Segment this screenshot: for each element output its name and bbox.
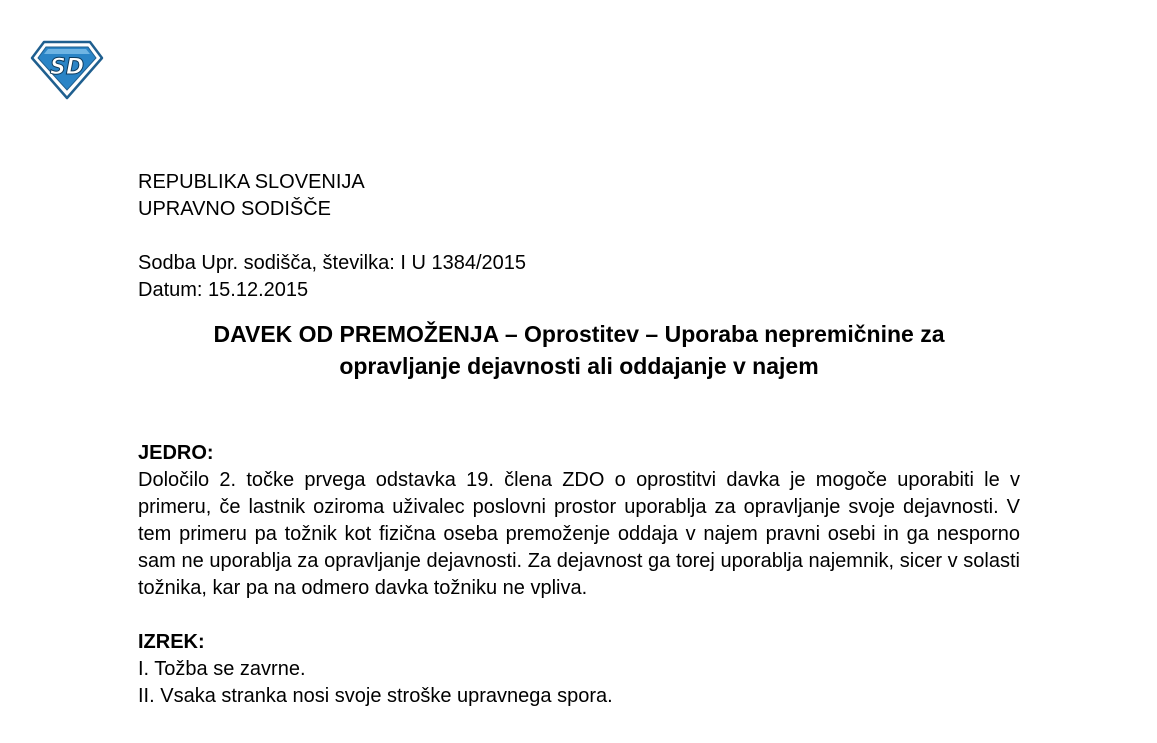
country-name: REPUBLIKA SLOVENIJA bbox=[138, 171, 365, 193]
izrek-title: IZREK: bbox=[138, 631, 205, 653]
case-info bbox=[138, 250, 1020, 304]
izrek-section bbox=[138, 629, 1020, 710]
izrek-item-2: II. Vsaka stranka nosi svoje stroške upravnega spora. bbox=[138, 685, 613, 707]
headline-line-2: opravljanje dejavnosti ali oddajanje v najem bbox=[339, 353, 819, 379]
jedro-title: JEDRO: bbox=[138, 442, 214, 464]
headline-line-1: DAVEK OD PREMOŽENJA – Oprostitev – Uporaba nepremičnine za bbox=[213, 321, 945, 347]
court-name: UPRAVNO SODIŠČE bbox=[138, 198, 331, 220]
document-body bbox=[138, 169, 1020, 710]
case-date: Datum: 15.12.2015 bbox=[138, 279, 309, 301]
jedro-text: Določilo 2. točke prvega odstavka 19. člena ZDO o oprostitvi davka je mogoče uporabiti le v primeru, če lastnik oziroma uživalec poslovni prostor uporablja za opravljanje svoje dejavnosti. V tem primeru pa tožnik kot fizična oseba premoženje oddaja v najem pravni osebi in ga nesporno sam ne uporablja za opravljanje dejavnosti. Za dejavnost ga torej uporablja najemnik, sicer v solasti tožnika, kar pa na odmero davka tožniku ne vpliva. bbox=[138, 469, 1020, 599]
case-number: Sodba Upr. sodišča, številka: I U 1384/2015 bbox=[138, 252, 527, 274]
document-headline bbox=[138, 318, 1020, 382]
izrek-item-1: I. Tožba se zavrne. bbox=[138, 658, 306, 680]
sd-logo-icon bbox=[30, 40, 104, 100]
court-header bbox=[138, 169, 1020, 223]
logo-letters: SD bbox=[50, 55, 85, 80]
